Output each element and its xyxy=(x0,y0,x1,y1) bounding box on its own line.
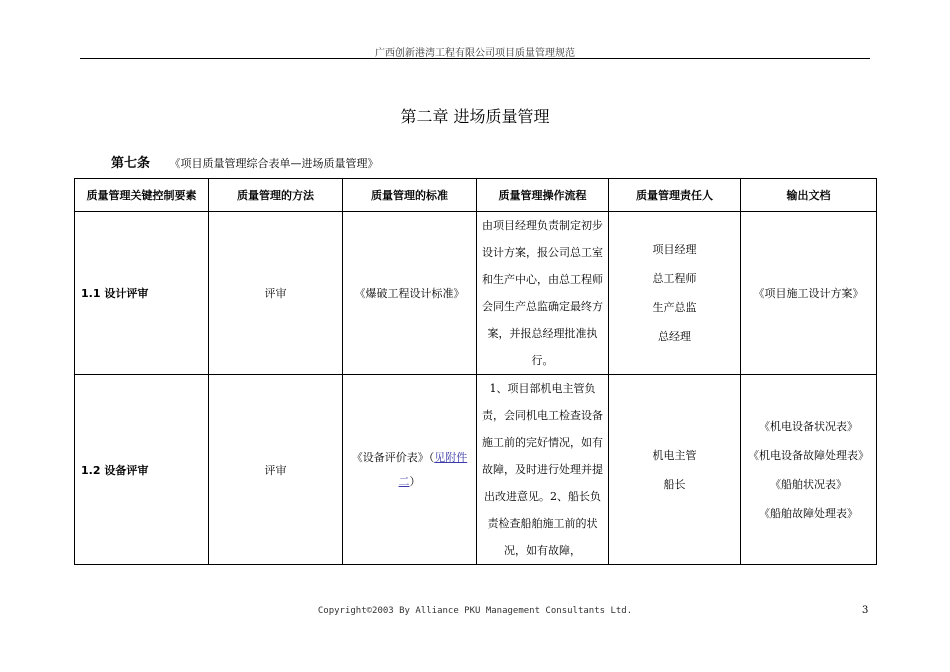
appendix-link[interactable]: 见附件二 xyxy=(398,450,468,488)
header-method: 质量管理的方法 xyxy=(209,179,343,212)
table-row xyxy=(75,375,877,565)
header-divider xyxy=(80,58,870,59)
quality-management-table xyxy=(74,178,877,565)
header-output: 输出文档 xyxy=(741,179,877,212)
table-row xyxy=(75,212,877,375)
output-document: 《船舶状况表》 xyxy=(770,477,847,491)
output-cell xyxy=(741,375,877,565)
footer-copyright: Copyright©2003 By Alliance PKU Management Consultants Ltd. xyxy=(317,606,633,616)
output-document: 《项目施工设计方案》 xyxy=(753,286,864,300)
header-process: 质量管理操作流程 xyxy=(477,179,609,212)
key-element-cell: 1.1 设计评审 xyxy=(75,212,209,375)
responsible-person: 生产总监 xyxy=(652,301,697,314)
process-cell: 1、项目部机电主管负责，会同机电工检查设备施工前的完好情况，如有故障，及时进行处理并提出改进意见。2、船长负责检查船舶施工前的状况，如有故障， xyxy=(477,375,609,565)
article-title: 《项目质量管理综合表单—进场质量管理》 xyxy=(169,157,379,170)
responsible-person: 总经理 xyxy=(658,330,691,343)
page-number: 3 xyxy=(862,605,869,616)
responsible-person: 机电主管 xyxy=(652,448,697,462)
output-document: 《机电设备故障处理表》 xyxy=(748,448,869,462)
article-number: 第七条 xyxy=(111,156,151,171)
header-responsible: 质量管理责任人 xyxy=(609,179,741,212)
standard-cell xyxy=(343,212,477,375)
table-header-row xyxy=(75,179,877,212)
output-cell xyxy=(741,212,877,375)
header-key-element: 质量管理关键控制要素 xyxy=(75,179,209,212)
output-document: 《船舶故障处理表》 xyxy=(759,506,858,520)
method-cell: 评审 xyxy=(209,375,343,565)
page-header: 广西创新港湾工程有限公司项目质量管理规范 xyxy=(375,48,575,59)
standard-suffix: ） xyxy=(409,474,421,488)
standard-text: 《设备评价表》（ xyxy=(351,450,435,464)
method-cell: 评审 xyxy=(209,212,343,375)
responsible-person: 船长 xyxy=(663,477,686,491)
header-standard: 质量管理的标准 xyxy=(343,179,477,212)
article-heading xyxy=(111,152,379,171)
responsible-person: 总工程师 xyxy=(652,272,697,285)
process-cell: 由项目经理负责制定初步设计方案，报公司总工室和生产中心，由总工程师会同生产总监确定最终方案，并报总经理批准执行。 xyxy=(477,212,609,375)
responsible-person: 项目经理 xyxy=(652,243,697,256)
standard-text: 《爆破工程设计标准》 xyxy=(354,287,465,300)
responsible-cell xyxy=(609,375,741,565)
output-document: 《机电设备状况表》 xyxy=(759,419,858,433)
standard-cell xyxy=(343,375,477,565)
key-element-cell: 1.2 设备评审 xyxy=(75,375,209,565)
responsible-cell xyxy=(609,212,741,375)
chapter-title: 第二章 进场质量管理 xyxy=(400,107,550,126)
